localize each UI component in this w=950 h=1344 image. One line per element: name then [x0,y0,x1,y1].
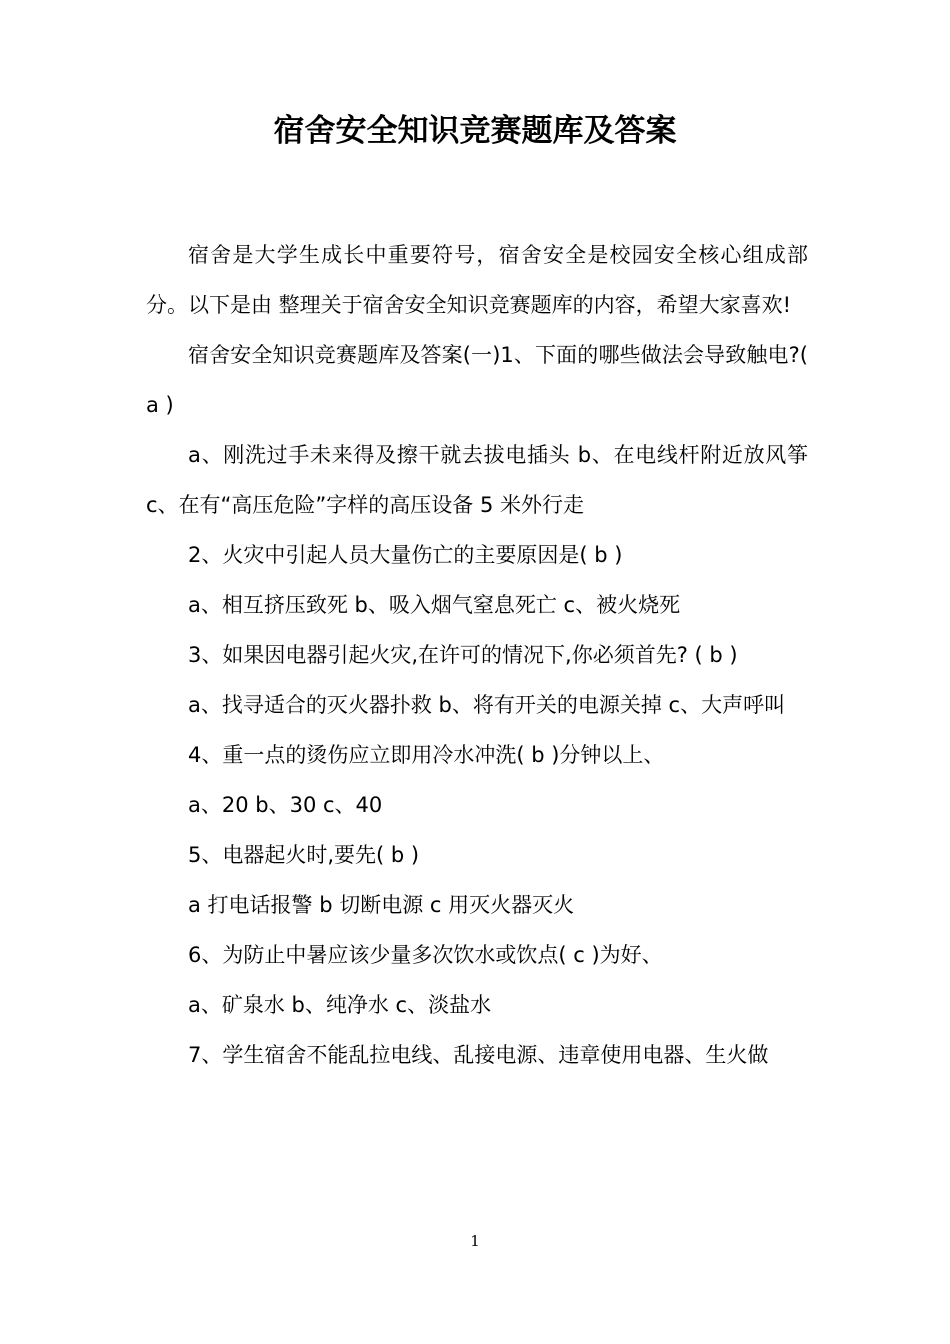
page-number: 1 [470,1232,480,1250]
document-title: 宿舍安全知识竞赛题库及答案 [273,113,677,149]
intro-paragraph: 宿舍是大学生成长中重要符号，宿舍安全是校园安全核心组成部分。以下是由 整理关于宿舍安全知识竞赛题库的内容，希望大家喜欢! [146,243,808,317]
question-1: 宿舍安全知识竞赛题库及答案(一)1、下面的哪些做法会导致触电?( a ) [146,343,808,417]
question-1-options: a、刚洗过手未来得及擦干就去拔电插头 b、在电线杆附近放风筝 c、在有“高压危险”字样的高压设备 5 米外行走 [146,443,808,517]
question-3: 3、如果因电器引起火灾,在许可的情况下,你必须首先? ( b ) [188,643,738,667]
question-6-options: a、矿泉水 b、纯净水 c、淡盐水 [188,993,492,1017]
document-body [146,230,808,1080]
question-5-options: a 打电话报警 b 切断电源 c 用灭火器灭火 [188,893,575,917]
question-4-options: a、20 b、30 c、40 [188,793,383,817]
question-4: 4、重一点的烫伤应立即用冷水冲洗( b )分钟以上、 [188,743,665,767]
question-7: 7、学生宿舍不能乱拉电线、乱接电源、违章使用电器、生火做 [188,1043,769,1067]
question-2: 2、火灾中引起人员大量伤亡的主要原因是( b ) [188,543,623,567]
question-5: 5、电器起火时,要先( b ) [188,843,420,867]
question-3-options: a、找寻适合的灭火器扑救 b、将有开关的电源关掉 c、大声呼叫 [188,693,786,717]
question-2-options: a、相互挤压致死 b、吸入烟气窒息死亡 c、被火烧死 [188,593,681,617]
question-6: 6、为防止中暑应该少量多次饮水或饮点( c )为好、 [188,943,663,967]
